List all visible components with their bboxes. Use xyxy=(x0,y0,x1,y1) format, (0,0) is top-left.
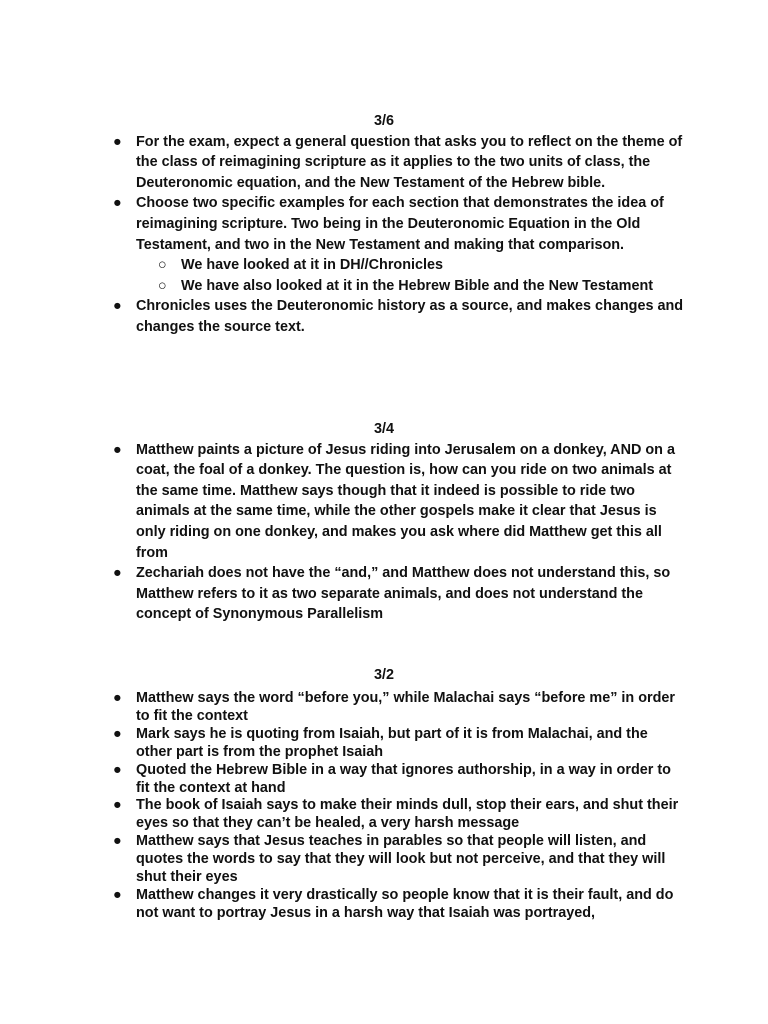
list-item xyxy=(0,797,768,833)
bullet-list xyxy=(0,440,768,625)
notes-section-3-2 xyxy=(0,665,768,923)
list-item xyxy=(0,132,768,194)
section-date-heading: 3/2 xyxy=(373,667,394,683)
list-item xyxy=(0,762,768,798)
notes-section-3-6 xyxy=(0,111,768,338)
list-item-text: The book of Isaiah says to make their minds dull, stop their ears, and shut their eyes so that they can’t be healed, a very harsh message xyxy=(136,797,679,832)
list-item-text: Choose two specific examples for each section that demonstrates the idea of reimagining scripture. Two being in the Deuteronomic Equation in the Old Testament, and two in the New Testament and making that comparison. xyxy=(136,195,664,253)
bullet-icon: ● xyxy=(113,441,122,458)
list-item-text: We have looked at it in DH//Chronicles xyxy=(181,257,444,274)
sub-list-item xyxy=(0,276,768,297)
list-item xyxy=(0,296,768,337)
bullet-icon: ● xyxy=(113,195,122,212)
list-item-text: Zechariah does not have the “and,” and Matthew does not understand this, so Matthew refers to it as two separate animals, and does not understand the concept of Synonymous Parallelism xyxy=(136,565,671,623)
section-date-heading: 3/4 xyxy=(373,421,394,437)
bullet-list xyxy=(0,132,768,338)
list-item-text: Matthew paints a picture of Jesus riding into Jerusalem on a donkey, AND on a coat, the foal of a donkey. The question is, how can you ride on two animals at the same time. Matthew says though that it indeed is possible to ride two animals at the same time, while the other gospels make it clear that Jesus is only riding on one donkey, and makes you ask where did Matthew get this all from xyxy=(136,441,675,561)
sub-list-item xyxy=(0,255,768,276)
bullet-icon: ● xyxy=(113,690,122,706)
bullet-icon: ● xyxy=(113,833,122,850)
list-item xyxy=(0,563,768,625)
list-item-text: Matthew says that Jesus teaches in parables so that people will listen, and quotes the words to say that they will look but not perceive, and that they will shut their eyes xyxy=(136,833,666,886)
list-item xyxy=(0,887,768,923)
hollow-bullet-icon: ○ xyxy=(158,277,167,294)
list-item-text: Matthew says the word “before you,” while Malachai says “before me” in order to fit the context xyxy=(136,690,675,724)
list-item xyxy=(0,690,768,726)
list-item-text: Matthew changes it very drastically so people know that it is their fault, and do not want to portray Jesus in a harsh way that Isaiah was portrayed, xyxy=(136,886,674,921)
list-item-text: Mark says he is quoting from Isaiah, but part of it is from Malachai, and the other part is from the prophet Isaiah xyxy=(136,725,648,760)
hollow-bullet-icon: ○ xyxy=(158,257,167,274)
list-item xyxy=(0,833,768,887)
list-item-text: Quoted the Hebrew Bible in a way that ignores authorship, in a way in order to fit the context at hand xyxy=(136,761,671,796)
list-item-text: Chronicles uses the Deuteronomic history as a source, and makes changes and changes the source text. xyxy=(136,298,684,335)
bullet-icon: ● xyxy=(113,565,122,582)
bullet-list xyxy=(0,690,768,923)
bullet-icon: ● xyxy=(113,886,122,903)
bullet-icon: ● xyxy=(113,761,122,778)
bullet-icon: ● xyxy=(113,133,122,150)
bullet-icon: ● xyxy=(113,797,122,814)
bullet-icon: ● xyxy=(113,725,122,742)
section-date-heading: 3/6 xyxy=(373,113,394,129)
list-item-text: For the exam, expect a general question that asks you to reflect on the theme of the class of reimagining scripture as it applies to the two units of class, the Deuteronomic equation, and the New Testament of the Hebrew bible. xyxy=(136,133,683,191)
list-item xyxy=(0,193,768,255)
bullet-icon: ● xyxy=(113,298,122,315)
notes-section-3-4 xyxy=(0,419,768,625)
list-item xyxy=(0,440,768,564)
list-item xyxy=(0,726,768,762)
list-item-text: We have also looked at it in the Hebrew Bible and the New Testament xyxy=(181,277,654,294)
